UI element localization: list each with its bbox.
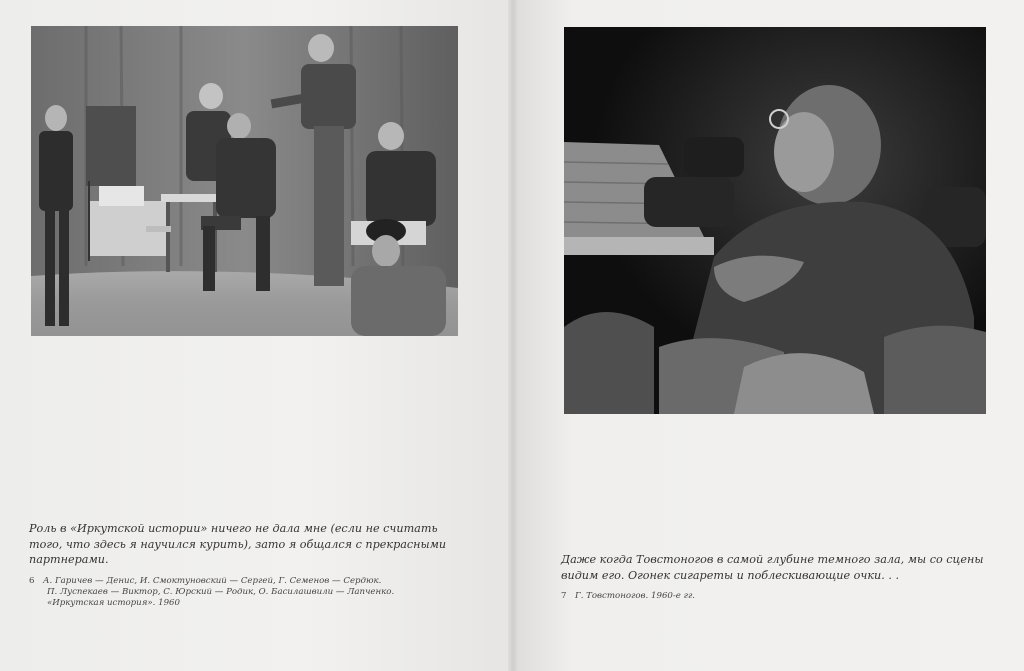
caption-line: видим его. Огонек сигареты и поблескивающие очки. . . (561, 568, 900, 582)
left-caption (29, 521, 459, 568)
credit-line: Г. Товстоногов. 1960-е гг. (575, 591, 696, 601)
right-photo-credit (561, 591, 991, 602)
caption-line: Роль в «Иркутской истории» ничего не дала мне (если не считать (29, 522, 438, 535)
caption-line: того, что здесь я научился курить), зато я общался с прекрасными (29, 537, 447, 551)
credit-line: А. Гаричев — Денис, И. Смоктуновский — Сергей, Г. Семенов — Сердюк. (43, 576, 382, 586)
figure-number: 7 (561, 591, 567, 601)
left-photo-credit (29, 576, 459, 610)
caption-line: партнерами. (29, 553, 109, 566)
credit-line: П. Луспекаев — Виктор, С. Юрский — Родик, О. Басилашвили — Лапченко. (47, 587, 395, 598)
credit-line: «Иркутская история». 1960 (47, 598, 180, 609)
stage-scene-photo (31, 26, 458, 336)
director-in-hall-photo (564, 27, 986, 414)
figure-number: 6 (29, 576, 35, 586)
caption-line: Даже когда Товстоногов в самой глубине темного зала, мы со сцены (561, 553, 984, 566)
book-gutter (508, 0, 518, 671)
right-caption (561, 552, 991, 583)
